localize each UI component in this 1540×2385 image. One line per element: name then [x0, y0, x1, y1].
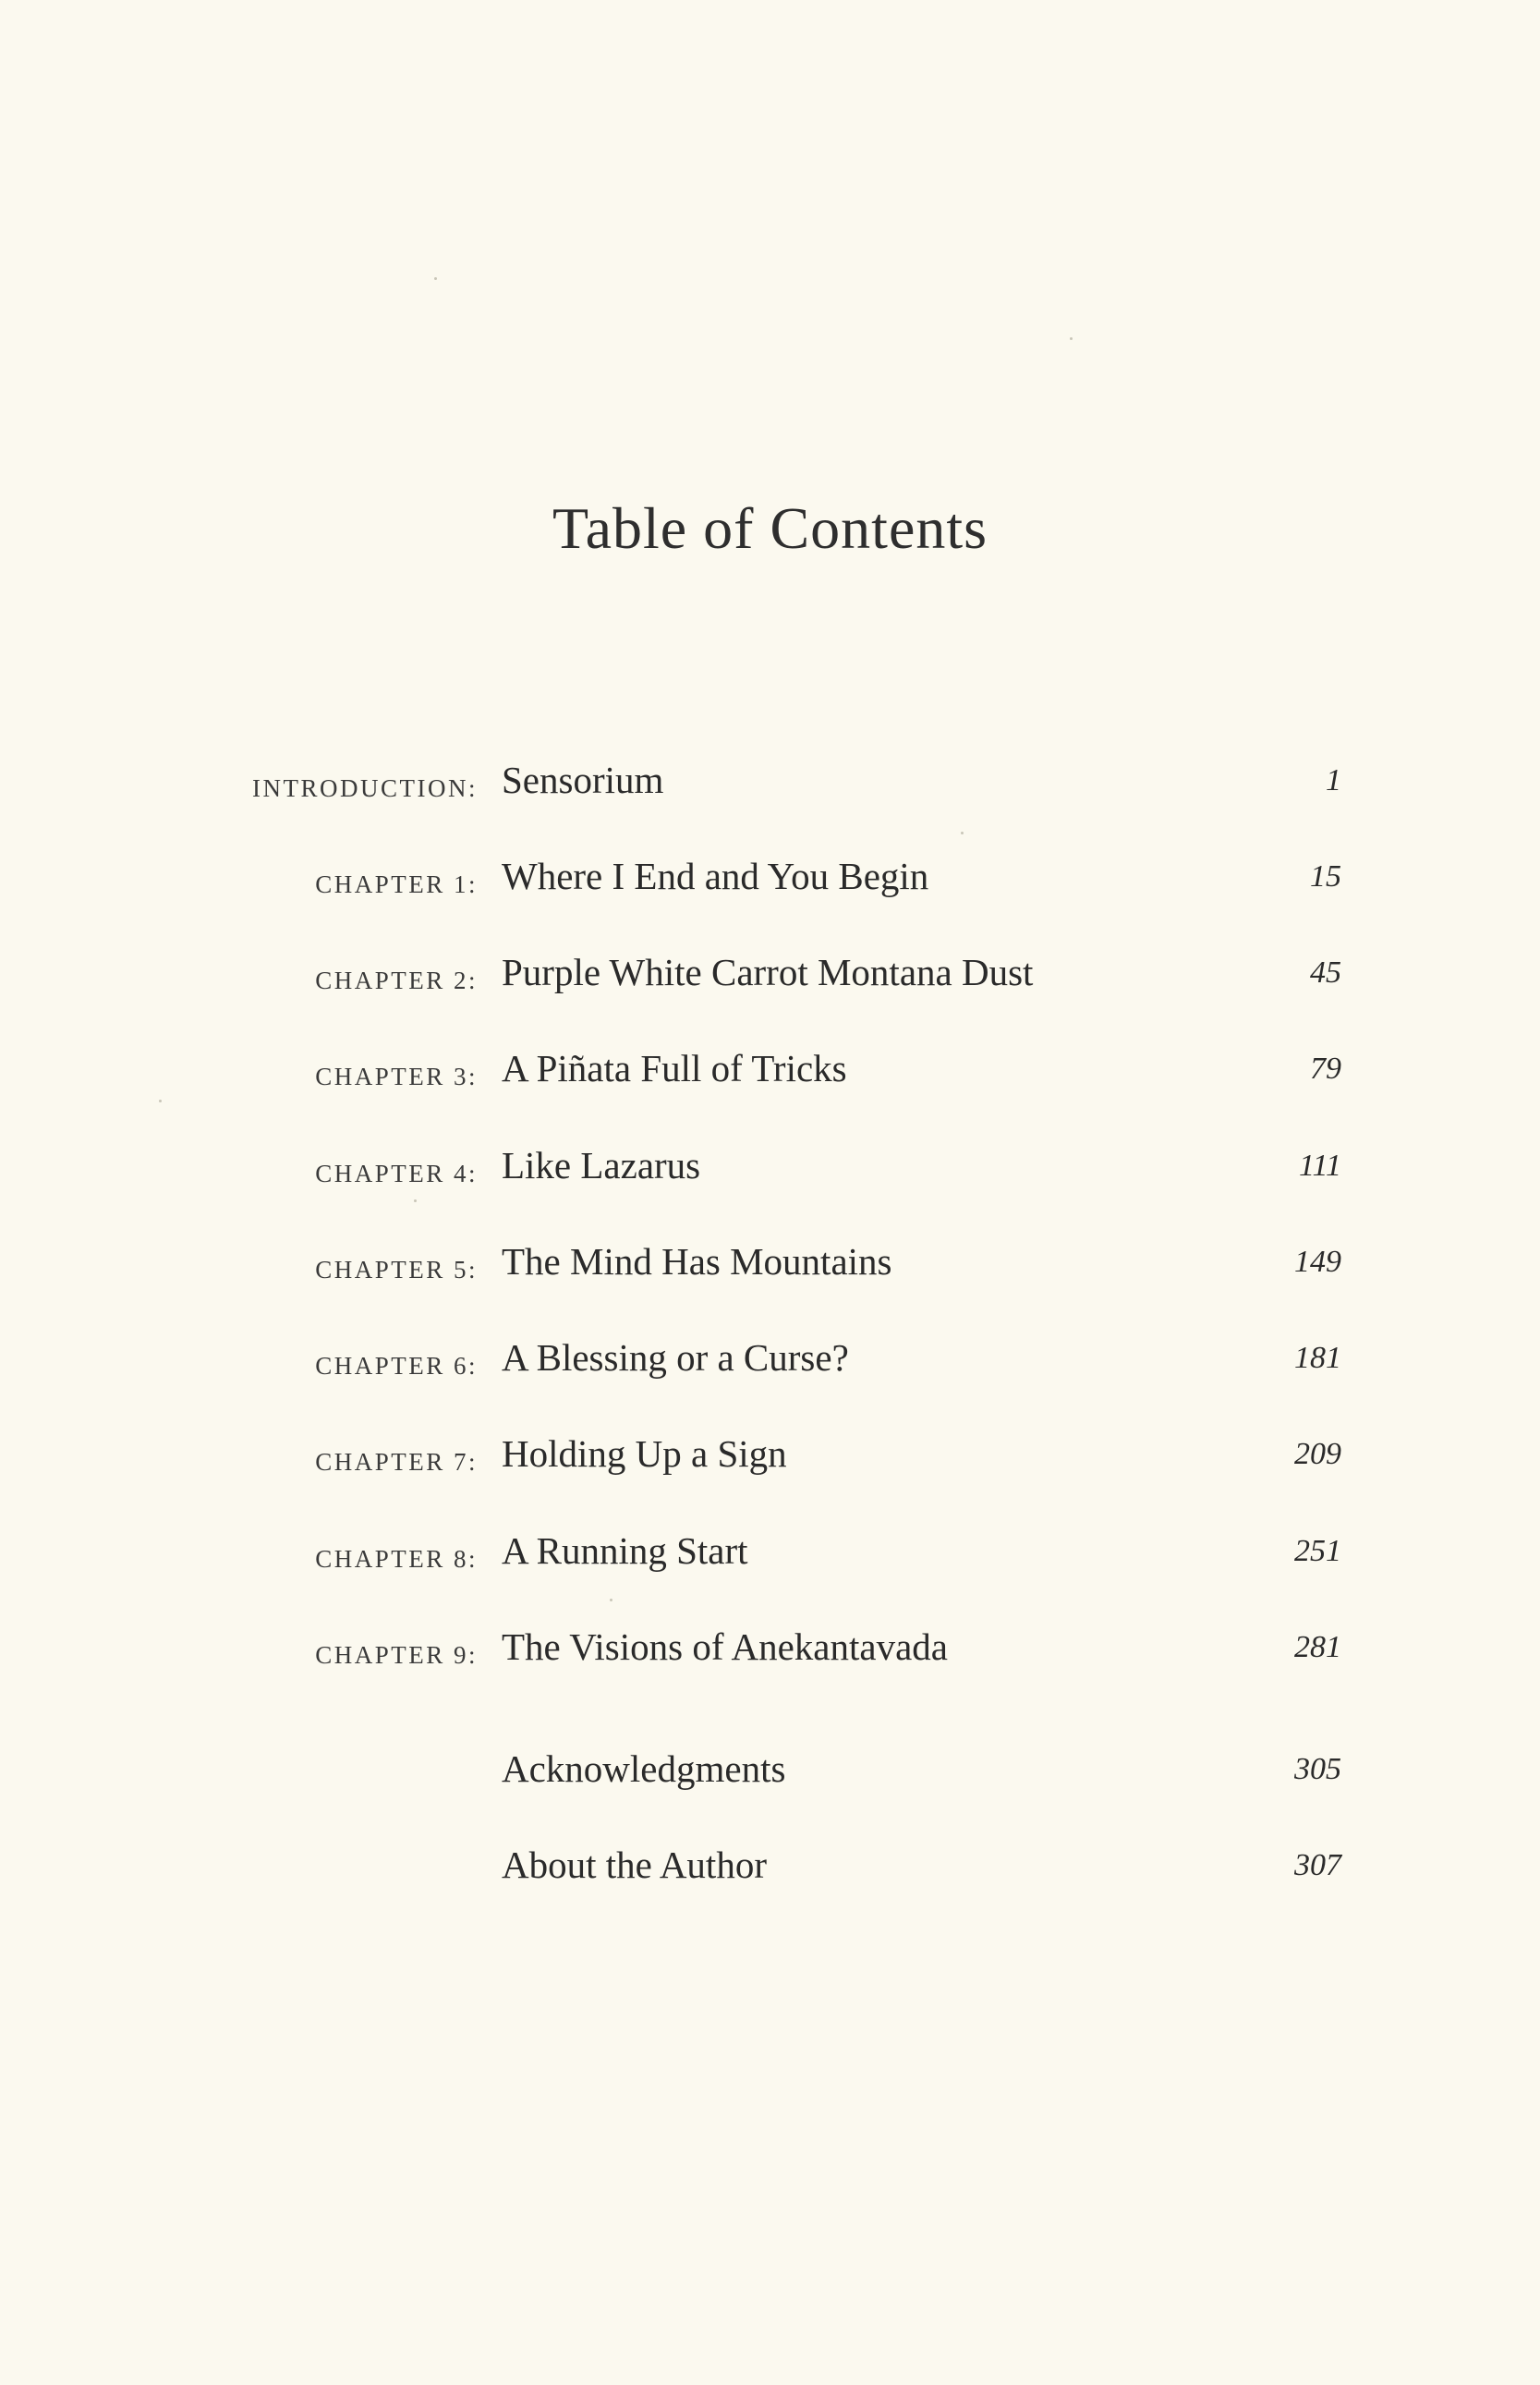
toc-entry-chapter-8 — [0, 1528, 1540, 1593]
entry-title: The Mind Has Mountains — [502, 1240, 892, 1283]
toc-entry-about-the-author — [0, 1843, 1540, 1907]
entry-label: CHAPTER 2: — [315, 967, 478, 994]
entry-page-number: 281 — [1294, 1630, 1341, 1664]
toc-entry-chapter-2 — [0, 950, 1540, 1015]
entry-title: About the Author — [502, 1844, 767, 1886]
entry-title: A Piñata Full of Tricks — [502, 1047, 847, 1089]
entry-title: The Visions of Anekantavada — [502, 1625, 948, 1668]
paper-speck — [961, 832, 964, 834]
entry-page-number: 209 — [1294, 1437, 1341, 1471]
entry-page-number: 251 — [1294, 1534, 1341, 1568]
entry-page-number: 305 — [1294, 1752, 1341, 1786]
toc-entry-chapter-1 — [0, 854, 1540, 919]
entry-title: A Blessing or a Curse? — [502, 1336, 849, 1379]
page-title: Table of Contents — [552, 495, 988, 561]
entry-page-number: 111 — [1299, 1149, 1341, 1183]
entry-title: Like Lazarus — [502, 1144, 701, 1186]
toc-entry-acknowledgments — [0, 1746, 1540, 1811]
entry-label: CHAPTER 8: — [315, 1545, 478, 1573]
entry-title: Where I End and You Begin — [502, 855, 929, 897]
entry-title: Acknowledgments — [502, 1747, 786, 1790]
entry-page-number: 149 — [1294, 1245, 1341, 1279]
paper-speck — [159, 1100, 162, 1102]
entry-page-number: 45 — [1310, 955, 1341, 990]
entry-label: CHAPTER 9: — [315, 1641, 478, 1669]
toc-entry-chapter-3 — [0, 1046, 1540, 1111]
toc-entry-chapter-9 — [0, 1624, 1540, 1689]
entry-title: A Running Start — [502, 1529, 748, 1572]
entry-label: CHAPTER 6: — [315, 1352, 478, 1380]
entry-label: CHAPTER 5: — [315, 1256, 478, 1284]
entry-title: Purple White Carrot Montana Dust — [502, 951, 1034, 993]
entry-title: Sensorium — [502, 759, 664, 801]
entry-page-number: 79 — [1310, 1052, 1341, 1086]
entry-label: INTRODUCTION: — [252, 774, 478, 802]
paper-speck — [1070, 337, 1073, 340]
entry-page-number: 307 — [1294, 1848, 1341, 1882]
entry-page-number: 1 — [1326, 763, 1341, 797]
entry-title: Holding Up a Sign — [502, 1432, 787, 1475]
entry-label: CHAPTER 7: — [315, 1448, 478, 1476]
toc-entry-chapter-5 — [0, 1239, 1540, 1304]
toc-entry-introduction — [0, 758, 1540, 822]
toc-entry-chapter-6 — [0, 1335, 1540, 1400]
entry-label: CHAPTER 4: — [315, 1160, 478, 1187]
paper-speck — [434, 277, 437, 280]
entry-page-number: 15 — [1310, 859, 1341, 894]
toc-entry-chapter-4 — [0, 1143, 1540, 1208]
entry-label: CHAPTER 3: — [315, 1063, 478, 1090]
paper-speck — [414, 1199, 417, 1202]
paper-speck — [610, 1599, 612, 1601]
toc-entry-chapter-7 — [0, 1431, 1540, 1496]
entry-label: CHAPTER 1: — [315, 870, 478, 898]
entry-page-number: 181 — [1294, 1341, 1341, 1375]
